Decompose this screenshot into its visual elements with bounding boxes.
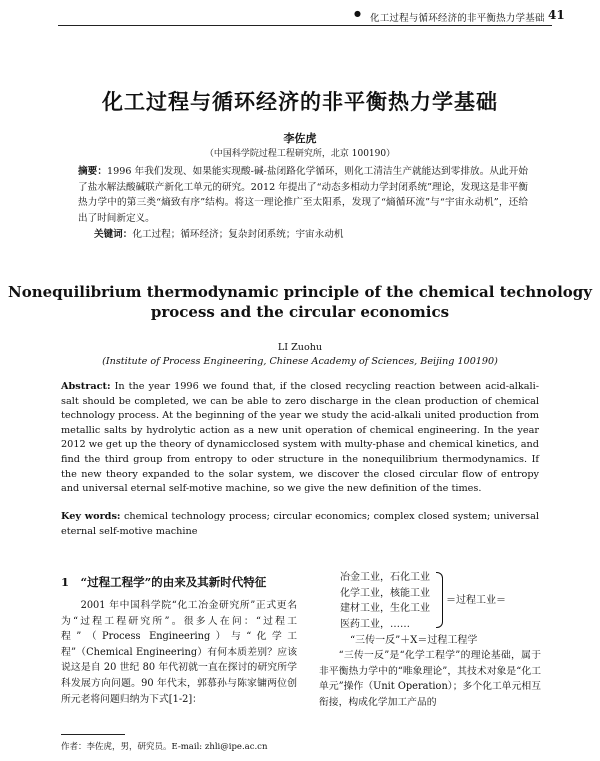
chinese-abstract	[78, 164, 528, 226]
footnote-rule	[61, 734, 125, 735]
chinese-author: 李佐虎	[283, 132, 317, 145]
bullet-icon: ●	[354, 9, 361, 18]
english-author: LI Zuohu	[277, 342, 323, 353]
english-abstract-text: In the year 1996 we found that, if the closed recycling reaction between acid-alkali-salt should be completed, we can be able to zero discharge in the clean production of chemical technology process. At the beginning of the year we study the acid-alkali united production from metallic salts by hydrolytic action as a new unit operation of chemical engineering. In the year 2012 we get up the theory of dynamicclosed system with multy-phase and chemical kinetics, and find the third group from entropy to oder structure in the nonequilibrium thermodynamics. If the new theory expanded to the solar system, we discover the closed circular flow of entropy and universal eternal self-motive machine, so we give the new definition of the times.	[61, 381, 539, 495]
author-footnote: 作者：李佐虎，男，研究员。E-mail: zhli@ipe.ac.cn	[61, 742, 268, 752]
english-title-line2: process and the circular economics	[150, 303, 450, 321]
english-keywords-text: chemical technology process; circular economics; complex closed system; universal eternal self-motive machine	[61, 511, 539, 537]
brace-icon	[436, 572, 443, 628]
page-number: 41	[548, 8, 565, 22]
header-rule	[58, 25, 552, 26]
right-column-body	[319, 648, 541, 710]
english-title	[0, 282, 600, 322]
industry-list	[340, 570, 430, 632]
process-industry-diagram	[340, 570, 560, 630]
industry-row: 冶金工业，石化工业	[340, 572, 430, 583]
chinese-abstract-text: 1996 年我们发现、如果能实现酸-碱-盐闭路化学循环，则化工清洁生产就能达到零排放。从此开始了盐水解法酸碱联产新化工单元的研究。2012 年提出了“动态多相动力学封闭系统”理论，发现这是非平衡热力学中的第三类“熵致有序”结构。将这一理论推广至太阳系，发现了“熵循环流”与“宇宙永动机”，还给出了时间新定义。	[78, 166, 528, 224]
english-abstract-label: Abstract:	[61, 381, 111, 392]
section-heading: 1 “过程工程学”的由来及其新时代特征	[61, 575, 267, 589]
english-keywords	[61, 510, 539, 539]
chinese-abstract-label: 摘要：	[78, 166, 108, 177]
industry-row: 化学工业，核能工业	[340, 587, 430, 599]
chinese-affiliation: （中国科学院过程工程研究所，北京 100190）	[204, 149, 396, 159]
chinese-keywords-text: 化工过程；循环经济；复杂封闭系统；宇宙永动机	[132, 229, 344, 240]
industry-row: 建材工业，生化工业	[340, 603, 430, 614]
section-paragraph: 2001 年中国科学院“化工冶金研究所”正式更名为“过程工程研究所”。很多人在问：“过程工程”（Process Engineering）与“化学工程”（Chemical Engineering）有何本质差别？应该说这是自 20 世纪 80 年代初就一直在探讨的研究所学科发展方向问题。90 年代末，郭慕孙与陈家镛两位创所元老将问题归纳为下式[1-2]：	[61, 600, 297, 705]
running-title: 化工过程与循环经济的非平衡热力学基础	[370, 13, 545, 24]
industry-row: 医药工业，……	[340, 618, 410, 630]
chinese-title: 化工过程与循环经济的非平衡热力学基础	[102, 90, 498, 114]
process-engineering-formula: “三传一反”＋X＝过程工程学	[350, 635, 478, 646]
english-title-line1: Nonequilibrium thermodynamic principle of the chemical technology	[8, 283, 592, 301]
running-header	[0, 8, 600, 24]
right-paragraph: “三传一反”是“化学工程学”的理论基础，属于非平衡热力学中的“唯象理论”，其技术对象是“化工单元”操作（Unit Operation）；多个化工单元相互衔接，构成化学加工产品的	[319, 650, 541, 708]
english-affiliation: (Institute of Process Engineering, Chinese Academy of Sciences, Beijing 100190)	[102, 356, 498, 367]
process-industry-label: ＝过程工业＝	[446, 595, 506, 606]
english-keywords-label: Key words:	[61, 511, 121, 522]
chinese-keywords-label: 关键词：	[94, 229, 133, 240]
chinese-keywords	[94, 226, 534, 240]
left-column-body	[61, 598, 297, 707]
english-abstract	[61, 380, 539, 497]
